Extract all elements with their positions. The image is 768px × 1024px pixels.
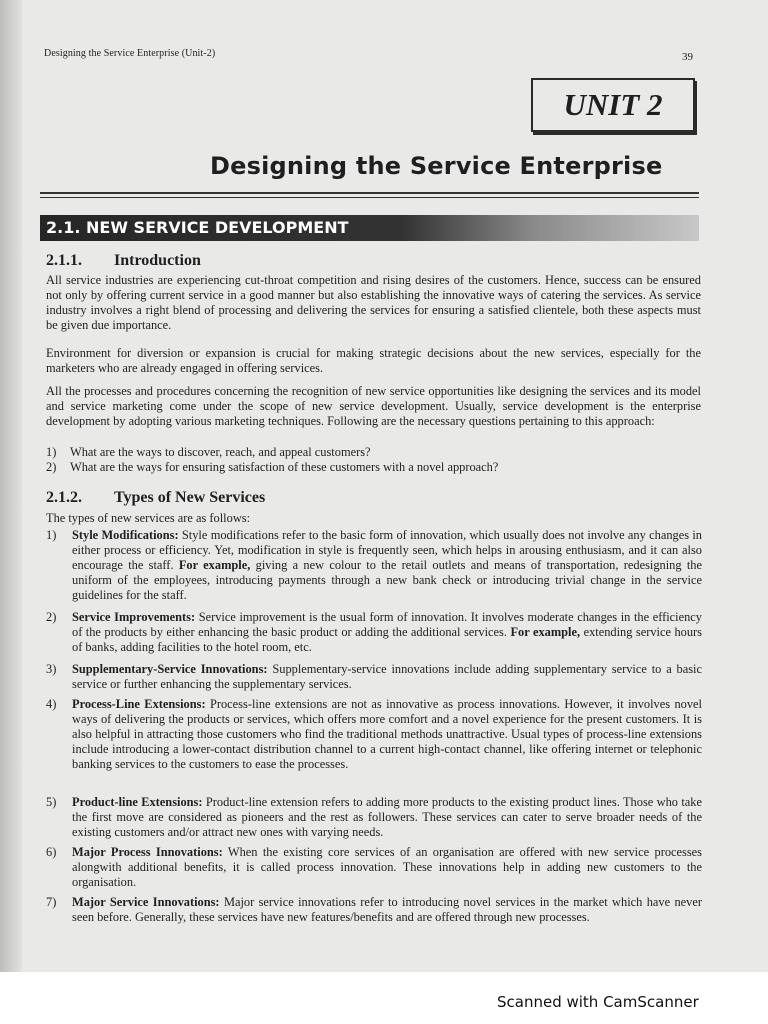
list-item [46,895,702,925]
subsection-heading-types [46,489,265,507]
section-heading-bar [40,215,699,241]
paragraph: All service industries are experiencing cut-throat competition and rising desires of the customers. Hence, success can be ensured not only by offering current service in a good manner but also establishing the innovative ways of catering the services. As service industry involves a right blend of processing and delivering the services for ensuring a satisfied clientele, both these aspects must be given due importance. [46,273,701,332]
section-title: NEW SERVICE DEVELOPMENT [86,218,349,237]
section-heading [46,218,349,237]
item-term: Service Improvements: [72,610,196,624]
item-number: 3) [46,662,57,676]
unit-label: UNIT 2 [563,87,663,122]
item-term: Major Service Innovations: [72,895,220,909]
subsection-heading-introduction [46,252,201,270]
item-number: 2) [46,610,57,624]
question-number: 2) [46,460,57,474]
item-number: 1) [46,528,57,542]
item-number: 7) [46,895,57,909]
section-number: 2.1. [46,218,81,237]
item-number: 6) [46,845,57,859]
item-text-continued: extending service hours of banks, adding facilities to the hotel room, etc. [72,624,702,654]
item-term: Major Process Innovations: [72,845,223,859]
title-rule-bottom [40,197,699,198]
list-item [46,795,702,840]
scanner-watermark: Scanned with CamScanner [497,993,699,1011]
chapter-title: Designing the Service Enterprise [210,152,663,180]
item-text: Product-line extension refers to adding more products to the existing product lines. Those who take the first move are considered as pioneers and the rest as followers. These services can cater to serve broader needs of the existing customers and/or attract new ones with varying needs. [72,795,702,839]
item-example-lead: For example, [178,557,251,572]
list-item [46,697,702,772]
unit-label-box [531,78,695,132]
list-item [46,845,702,890]
subsection-title: Introduction [114,252,201,269]
item-term: Product-line Extensions: [72,795,203,809]
subsection-number: 2.1.2. [46,489,82,506]
question-text: What are the ways for ensuring satisfaction of these customers with a novel approach? [70,460,499,474]
item-text: Process-line extensions are not as innovative as process innovations. However, it involves novel ways of delivering the products or services, which offers more comfort and a novel experience for the present customers. It is also helpful in attracting those customers who find the traditional methods unattractive. Usual types of process-line extensions include introducing a lower-contact distribution channel to a current high-contact channel, like offering internet or telephonic banking services to the customers to ease the processes. [72,697,702,771]
list-item [46,610,702,655]
paragraph: Environment for diversion or expansion is crucial for making strategic decisions about the new services, especially for the marketers who are already engaged in offering services. [46,346,701,375]
item-text: Major service innovations refer to introducing novel services in the market which have never seen before. Generally, these services have new features/benefits and are offered through new processes. [72,895,702,924]
item-text: Supplementary-service innovations include adding supplementary service to a basic service or further enhancing the supplementary services. [72,662,702,691]
list-lead [46,511,696,526]
item-term: Style Modifications: [72,528,179,542]
list-lead-text: The types of new services are as follows: [46,511,251,525]
item-term: Process-Line Extensions: [72,697,206,711]
item-number: 5) [46,795,57,809]
list-item [46,662,702,692]
question-text: What are the ways to discover, reach, and appeal customers? [70,445,371,459]
item-text: Service improvement is the usual form of innovation. It involves moderate changes in the efficiency of the products by either enhancing the basic product or adding the additional services. [72,610,702,639]
list-item [46,528,702,603]
item-text-continued: giving a new colour to the retail outlets and means of transportation, redesigning the uniform of the employees, introducing payments through a new bank check or introducing trivial change in the service guidelines for the staff. [72,557,702,602]
question-number: 1) [46,445,57,459]
item-example-lead: For example, [510,624,581,639]
item-number: 4) [46,697,57,711]
title-rule-top [40,192,699,194]
page-number: 39 [682,51,693,63]
paragraph: All the processes and procedures concerning the recognition of new service opportunities like designing the services and its model and service marketing come under the scope of new service development. Usually, service development is the enterprise development by adopting various marketing techniques. Following are the necessary questions pertaining to this approach: [46,384,701,428]
subsection-number: 2.1.1. [46,252,82,269]
item-text: When the existing core services of an organisation are offered with new service processes alongwith additional benefits, it is called process innovation. These innovations help in adding new customers to the organisation. [72,845,702,889]
item-term: Supplementary-Service Innovations: [72,662,268,676]
item-text: Style modifications refer to the basic form of innovation, which usually does not involve any changes in either process or efficiency. Yet, modification in style is frequently seen, which helps in arousing enthusiasm, and it can also encourage the staff. [72,528,703,572]
running-head: Designing the Service Enterprise (Unit-2) [44,48,216,59]
subsection-title: Types of New Services [114,489,266,506]
